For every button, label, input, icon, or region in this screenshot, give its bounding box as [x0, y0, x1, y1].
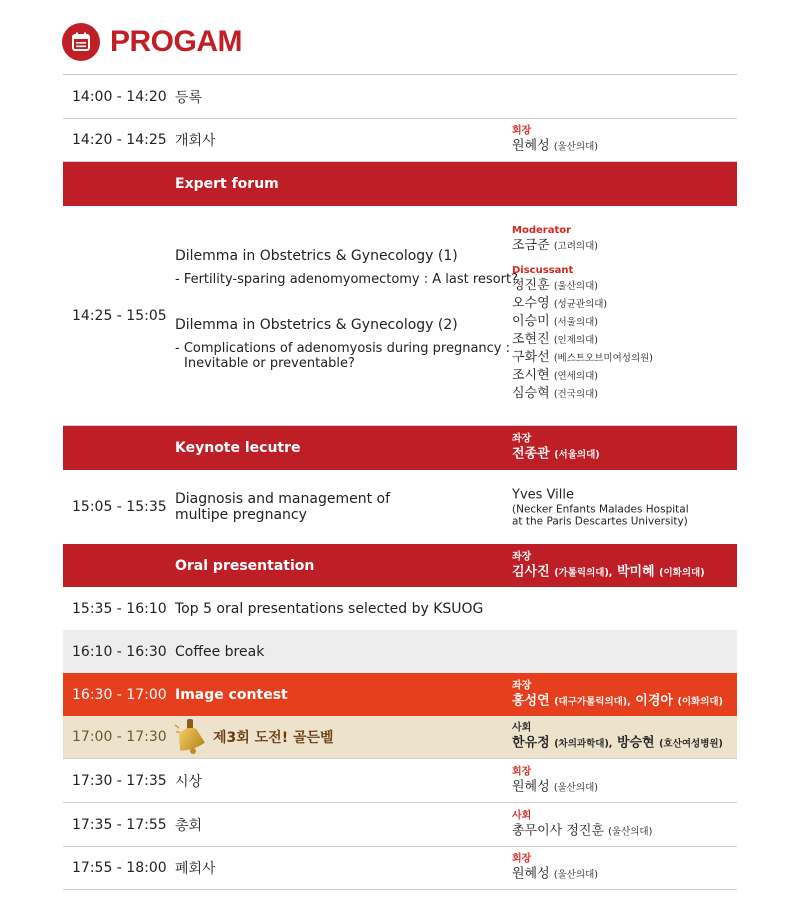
moderator-affiliation: (고려의대)	[553, 241, 598, 252]
table-row	[63, 759, 737, 803]
session-title: 등록	[175, 89, 203, 106]
speaker-affiliation: (울산의대)	[553, 141, 598, 153]
session-title	[175, 491, 390, 523]
calendar-icon	[62, 23, 100, 61]
session-title: 폐회사	[175, 861, 216, 877]
program-header	[62, 20, 242, 64]
session-title: Top 5 oral presentations selected by KSUOG	[175, 600, 484, 617]
moderator-name: 조금준	[512, 238, 550, 253]
time-cell: 15:05 - 15:35	[72, 499, 167, 515]
speaker-name: 원혜성	[512, 779, 550, 794]
speaker-name: 원혜성	[512, 138, 550, 154]
chair-name: 방승현	[616, 735, 655, 751]
chair-role: 좌장	[512, 551, 532, 562]
speaker-cell	[512, 853, 598, 884]
chair-role: 좌장	[512, 433, 532, 445]
session-title: 시상	[175, 773, 203, 790]
speaker-affiliation: (울산의대)	[608, 826, 653, 837]
table-row	[63, 119, 737, 162]
chair-cell	[512, 679, 723, 710]
talk-title: Dilemma in Obstetrics & Gynecology (2)	[175, 317, 458, 333]
time-cell: 14:20 - 14:25	[72, 132, 167, 148]
talk-subtitle: - Complications of adenomyosis during pregnancy :	[175, 341, 511, 356]
table-row	[63, 75, 737, 119]
chair-affiliation: (차의과학대),	[554, 738, 613, 750]
discussant-item: 조현진 (인제의대)	[512, 332, 598, 347]
page-title: PROGAM	[110, 25, 242, 58]
speaker-role: 회장	[512, 853, 532, 865]
table-row	[63, 206, 737, 426]
table-row	[63, 470, 737, 544]
section-title: Keynote lecutre	[175, 440, 301, 456]
chair-cell	[512, 722, 723, 753]
chair-name: 전종관	[512, 446, 550, 462]
time-cell: 17:00 - 17:30	[72, 729, 167, 745]
chair-name: 박미혜	[616, 564, 655, 579]
table-row	[63, 587, 737, 630]
chair-role: 좌장	[512, 680, 532, 691]
moderator-role: Moderator	[512, 225, 572, 236]
section-band	[63, 162, 737, 206]
session-title-line: multipe pregnancy	[175, 507, 307, 523]
panel-cell	[512, 224, 653, 403]
chair-affiliation: (이화의대)	[677, 696, 723, 707]
section-title: Expert forum	[175, 176, 279, 192]
chair-name: 이경아	[635, 693, 673, 708]
chair-name: 김사진	[512, 564, 550, 579]
speaker-name: 총무이사 정진훈	[512, 823, 605, 838]
speaker-role: 사회	[512, 810, 532, 821]
talk-title: Dilemma in Obstetrics & Gynecology (1)	[175, 248, 458, 264]
session-title: 제3회 도전! 골든벨	[213, 730, 334, 746]
time-cell: 17:35 - 17:55	[72, 816, 167, 833]
speaker-name: Yves Ville	[512, 487, 574, 503]
speaker-cell	[512, 487, 689, 528]
speaker-cell	[512, 125, 598, 156]
bell-icon	[173, 717, 207, 757]
chair-name: 홍성연	[512, 693, 550, 708]
speaker-role: 회장	[512, 766, 532, 777]
session-title: Coffee break	[175, 643, 265, 660]
chair-affiliation: (서울의대)	[554, 449, 600, 461]
chair-affiliation: (가톨릭의대),	[554, 567, 613, 578]
speaker-affiliation: at the Paris Descartes University)	[512, 515, 688, 528]
chair-cell	[512, 433, 600, 464]
table-row	[63, 716, 737, 759]
speaker-affiliation: (울산의대)	[553, 869, 598, 881]
section-title: Oral presentation	[175, 557, 315, 574]
speaker-cell	[512, 809, 652, 840]
talk-subtitle: - Fertility-sparing adenomyomectomy : A last resort?	[175, 272, 519, 287]
discussant-item: 구화선 (베스트오브미여성의원)	[512, 350, 654, 365]
program-table	[63, 74, 737, 890]
discussant-item: 이승미 (서울의대)	[512, 314, 598, 329]
table-row	[63, 673, 737, 716]
speaker-affiliation: (Necker Enfants Malades Hospital	[512, 503, 689, 516]
time-cell: 14:00 - 14:20	[72, 88, 167, 105]
discussant-item: 오수영 (성균관의대)	[512, 296, 608, 311]
time-cell: 14:25 - 15:05	[72, 307, 167, 324]
chair-affiliation: (호산여성병원)	[659, 738, 723, 750]
session-title: Image contest	[175, 686, 288, 703]
session-title: 총회	[175, 817, 203, 834]
table-row	[63, 847, 737, 890]
chair-role: 사회	[512, 722, 532, 734]
speaker-role: 회장	[512, 125, 532, 137]
time-cell: 17:30 - 17:35	[72, 772, 167, 789]
session-title: 개회사	[175, 133, 216, 149]
time-cell: 16:10 - 16:30	[72, 643, 167, 660]
section-band	[63, 426, 737, 470]
talk-subtitle: Inevitable or preventable?	[184, 356, 355, 371]
chair-name: 한유정	[512, 735, 550, 751]
speaker-affiliation: (울산의대)	[553, 782, 598, 793]
chair-affiliation: (이화의대)	[659, 567, 705, 578]
time-cell: 15:35 - 16:10	[72, 600, 167, 617]
chair-affiliation: (대구가톨릭의대),	[554, 696, 631, 707]
discussant-item: 정진훈 (울산의대)	[512, 278, 598, 293]
time-cell: 17:55 - 18:00	[72, 860, 167, 876]
table-row	[63, 803, 737, 847]
time-cell: 16:30 - 17:00	[72, 686, 167, 703]
session-title-line: Diagnosis and management of	[175, 491, 391, 507]
discussant-item: 심승혁 (건국의대)	[512, 386, 598, 401]
chair-cell	[512, 550, 705, 581]
speaker-cell	[512, 765, 598, 796]
discussant-item: 조시현 (연세의대)	[512, 368, 598, 383]
section-band	[63, 544, 737, 587]
table-row	[63, 630, 737, 673]
speaker-name: 원혜성	[512, 866, 550, 882]
talk-list	[175, 248, 518, 371]
discussant-role: Discussant	[512, 265, 574, 276]
